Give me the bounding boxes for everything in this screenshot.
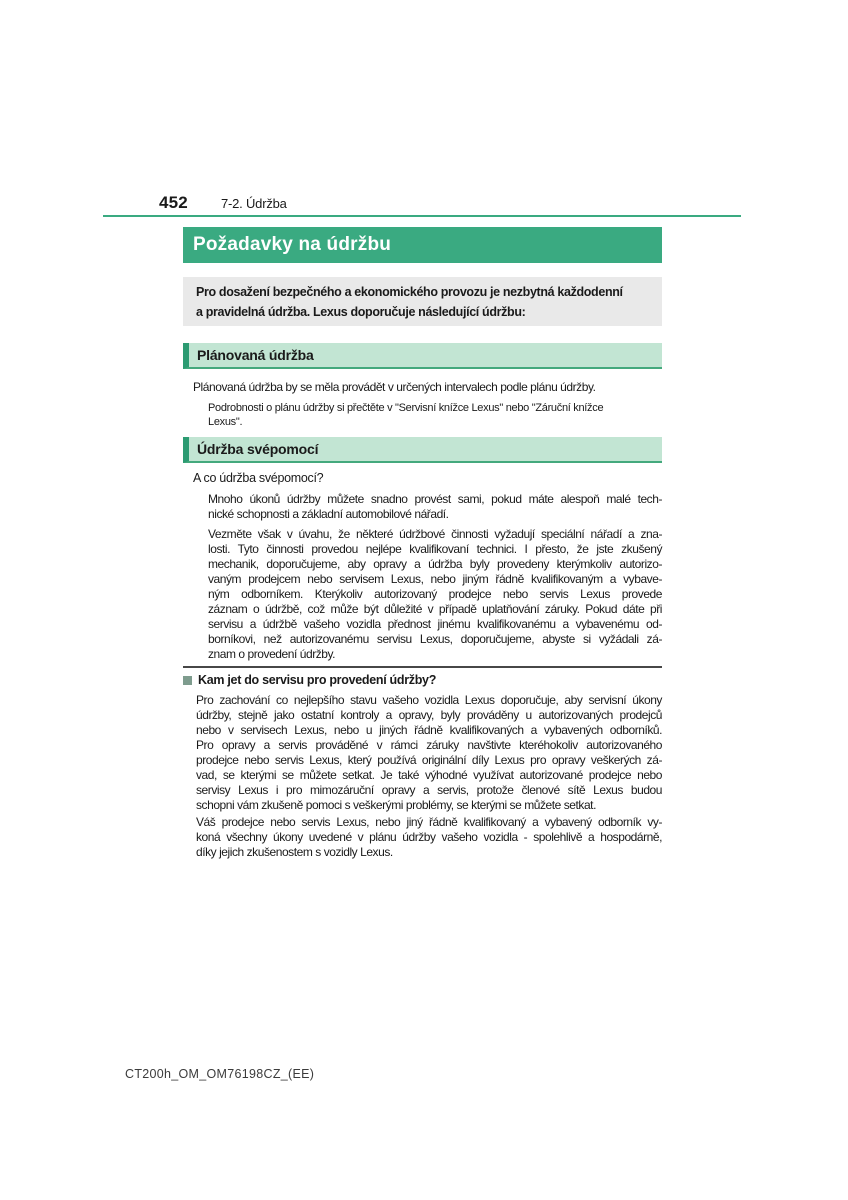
chapter-title: 7-2. Údržba (220, 196, 287, 211)
service-subsection-heading-label: Kam jet do servisu pro provedení údržby? (198, 673, 437, 687)
text-line: Pro zachování co nejlepšího stavu vašeho vozidla Lexus doporučuje, aby servisní úkony (196, 693, 662, 707)
text-line: schopni vám zkušeně pomoci s veškerými problémy, se kterými se můžete setkat. (196, 798, 596, 812)
text-line: Podrobnosti o plánu údržby si přečtěte v "Servisní knížce Lexus" nebo "Záruční knížce (208, 402, 604, 414)
text-line: ným odborníkem. Kterýkoliv autorizovaný prodejce nebo servis Lexus provede (208, 587, 662, 601)
text-line: mechanik, doporučujeme, aby opravy a údržba byly provedeny kterýmkoliv autorizo- (208, 557, 662, 571)
text-line: koná všechny úkony uvedené v plánu údržby vašeho vozidla - spolehlivě a hospodárně, (196, 830, 662, 844)
header-rule (103, 215, 741, 217)
service-paragraph-2 (196, 815, 662, 860)
text-line: borníkovi, než autorizovanému servisu Lexus, doporučujeme, abyste si vyžádali zá- (208, 632, 662, 646)
divider-rule (183, 666, 662, 668)
text-line: nebo v servisech Lexus, nebo u jiných řádně kvalifikovaných a vybavených odborníků. (196, 723, 662, 737)
text-line: Pro opravy a servis prováděné v rámci záruky navštivte kteréhokoliv autorizovaného (196, 738, 662, 752)
main-title-bar (183, 227, 662, 263)
text-line: prodejce nebo servis Lexus, který používá originální díly Lexus pro opravy veškerých zá- (196, 753, 662, 767)
text-line: záznam o údržbě, což může být důležité v případě uplatňování záruky. Pokud dáte při (208, 602, 662, 616)
text-line: Váš prodejce nebo servis Lexus, nebo jiný řádně kvalifikovaný a vybavený odborník vy- (196, 815, 662, 829)
text-line: Lexus". (208, 416, 243, 428)
section-heading-planned-maintenance: Plánovaná údržba (183, 343, 662, 369)
text-line: nické schopnosti a základní automobilové nářadí. (208, 507, 449, 521)
text-line: Plánovaná údržba by se měla provádět v určených intervalech podle plánu údržby. (193, 380, 596, 394)
text-line: a pravidelná údržba. Lexus doporučuje následující údržbu: (196, 305, 526, 319)
page-number: 452 (159, 193, 188, 212)
square-bullet-icon (183, 676, 192, 685)
text-line: Mnoho úkonů údržby můžete snadno provést sami, pokud máte alespoň malé tech- (208, 492, 662, 506)
text-line: Pro dosažení bezpečného a ekonomického provozu je nezbytná každodenní (196, 285, 623, 299)
text-line: vad, se kterými se můžete setkat. Je také výhodné využívat autorizované prodejce nebo (196, 768, 662, 782)
page-content (183, 227, 662, 860)
text-line: losti. Tyto činnosti provedou nejlépe kvalifikovaní technici. I přesto, že jste zkušený (208, 542, 662, 556)
intro-highlight-box (183, 277, 662, 326)
text-line: servisu a údržbě vašeho vozidla přednost jinému kvalifikovanému a vybavenému od- (208, 617, 662, 631)
text-line: údržby, stejně jako ostatní kontroly a opravy, byly prováděny u autorizovaných prodejců (196, 708, 662, 722)
text-line: Vezměte však v úvahu, že některé údržbové činnosti vyžadují speciální nářadí a zna- (208, 527, 662, 541)
planned-maintenance-paragraph (193, 380, 662, 395)
page-title: Požadavky na údržbu (193, 234, 392, 255)
section-heading-diy-maintenance: Údržba svépomocí (183, 437, 662, 463)
text-line: servisy Lexus i pro mimozáruční opravy a servis, protože členové sítě Lexus budou (196, 783, 662, 797)
page-header (159, 193, 287, 213)
diy-paragraph-2 (208, 527, 662, 662)
text-line: díky jejich zkušenostem s vozidly Lexus. (196, 845, 393, 859)
text-line: vaným prodejcem nebo servisem Lexus, nebo jiným řádně kvalifikovaným a vybave- (208, 572, 662, 586)
diy-question: A co údržba svépomocí? (193, 471, 324, 485)
service-paragraph-1 (196, 693, 662, 813)
text-line: znam o provedení údržby. (208, 647, 336, 661)
diy-paragraph-1 (208, 492, 662, 522)
document-code-footer: CT200h_OM_OM76198CZ_(EE) (125, 1067, 315, 1081)
service-subsection-heading (183, 673, 662, 687)
planned-maintenance-note (208, 401, 662, 429)
